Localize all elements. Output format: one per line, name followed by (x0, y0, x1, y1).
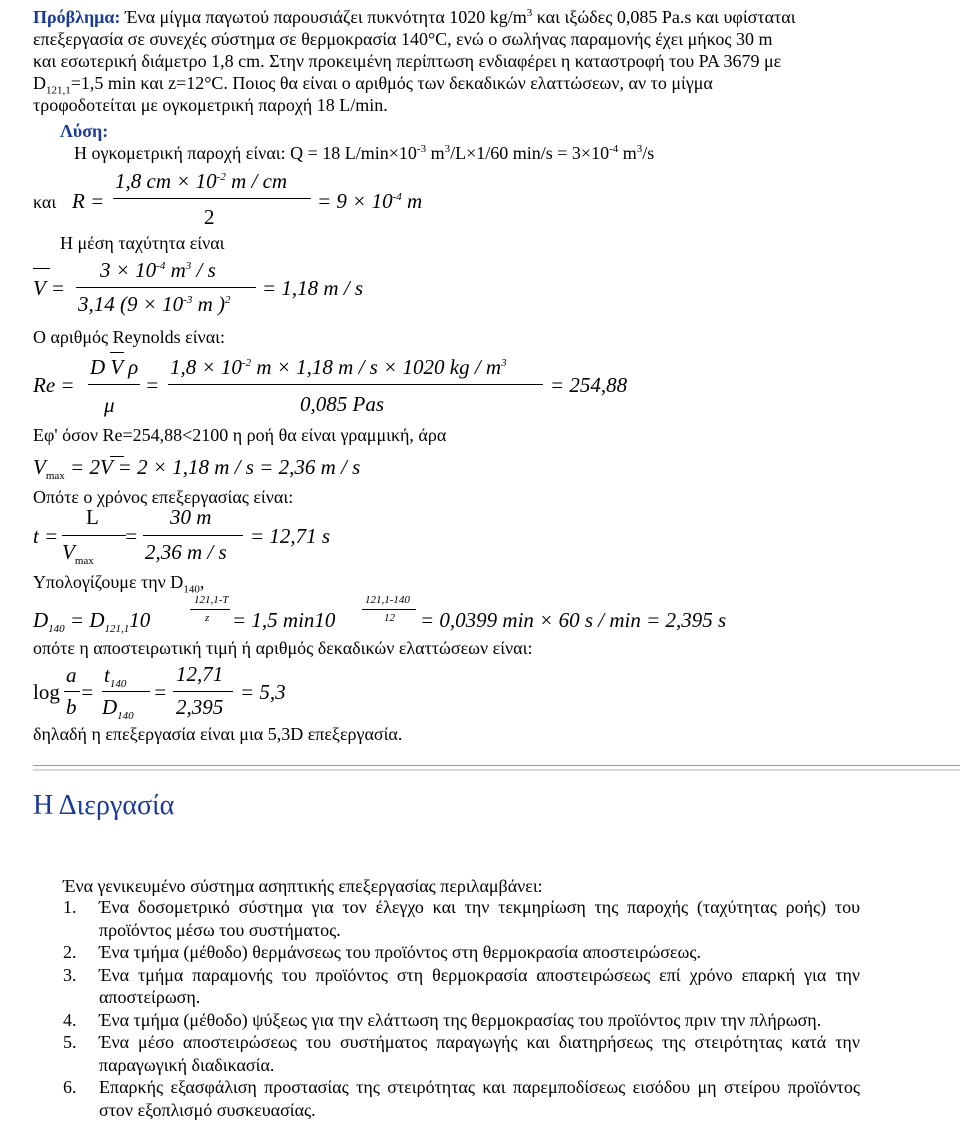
problem-line-5: τροφοδοτείται με ογκομετρική παροχή 18 L/min. (33, 95, 388, 115)
log-eq2: = (153, 680, 168, 704)
d140-exp2-num: 121,1-140 (365, 594, 410, 606)
time-den1: $V_{max}$ (62, 540, 94, 568)
list-item: 5. Ένα μέσο αποστειρώσεως του συστήματος παραγωγής και διατηρήσεως της στειρότητας κατά την παραγωγική διαδικασία. (63, 1032, 860, 1075)
d140-exp2-bar (362, 609, 416, 610)
d140-e: = 0,0399 min × 60 s / min = 2,395 s (420, 608, 727, 632)
mean-velocity-text: Η μέση ταχύτητα είναι (60, 233, 225, 253)
process-list (63, 896, 860, 1121)
list-item: 6. Επαρκής εξασφάλιση προστασίας της στειρότητας και παρεμποδίσεως εισόδου μη στείρου προϊόντος στον εξοπλισμό συσκευασίας. (63, 1077, 860, 1120)
vmax-equation: $V_{max} = 2V = 2 \times 1,18$ m / s = 2,36 m / s (33, 455, 361, 483)
velocity-denominator: 3,14 ($9 \times 10^{-3}$ m )$^2$ (78, 292, 231, 316)
time-fraction-bar-1 (62, 535, 126, 536)
log-fraction-bar-2 (102, 691, 150, 692)
list-item: 3. Ένα τμήμα παραμονής του προϊόντος στη θερμοκρασία αποστειρώσεως επί χρόνο επαρκή για την αποστείρωση. (63, 964, 860, 1007)
reynolds-num2: $1,8 \times 10^{-2}$ m × 1,18 m / s × 1020 kg / $m^3$ (170, 355, 507, 379)
radius-fraction-bar (113, 198, 311, 199)
log-rhs: = 5,3 (240, 680, 286, 704)
time-text: Οπότε ο χρόνος επεξεργασίας είναι: (33, 487, 294, 507)
reynolds-v-overbar (110, 352, 124, 353)
flow-rate-line: Η ογκομετρική παροχή είναι: Q = 18 $L/\min\times 10^{-3}$ $m^3/L\times 1/60$ $\min/s = 3\times 10^{-4}$ $m^3/s$ (74, 143, 655, 163)
velocity-lhs: V = (33, 276, 65, 300)
log-a: a (66, 663, 77, 687)
list-item: 4. Ένα τμήμα (μέθοδο) ψύξεως για την ελάττωση της θερμοκρασίας του προϊόντος πριν την πλήρωση. (63, 1009, 822, 1030)
time-eq: = (124, 524, 139, 548)
conclusion-text: δηλαδή η επεξεργασία είναι μια 5,3D επεξεργασία. (33, 724, 403, 744)
d140-d: = 1,5 min10 (232, 608, 336, 632)
reynolds-rhs: = 254,88 (550, 373, 628, 397)
problem-label: Πρόβλημα: (33, 7, 121, 27)
reynolds-text: Ο αριθμός Reynolds είναι: (33, 327, 225, 347)
radius-rhs: = $9 \times 10^{-4}$ m (317, 189, 423, 213)
log-lhs: log (33, 680, 60, 704)
d140-exp1-bar (190, 609, 230, 610)
velocity-overbar (33, 268, 50, 269)
reynolds-fraction-bar-1 (88, 384, 140, 385)
log-fraction-bar-1 (64, 691, 80, 692)
d140-text: Υπολογίζουμε την $D_{140}$, (33, 572, 205, 596)
solution-label: Λύση: (60, 121, 109, 141)
log-fraction-bar-3 (173, 691, 233, 692)
reynolds-den2: 0,085 Pas (300, 392, 384, 416)
section-title: Η Διεργασία (33, 790, 175, 821)
log-num: 12,71 (176, 662, 224, 686)
d140-a: $D_{140} = D_{121,1}10$ (33, 608, 151, 636)
list-item: 2. Ένα τμήμα (μέθοδο) θερμάνσεως του προϊόντος στη θερμοκρασία αποστειρώσεως. (63, 942, 701, 962)
log-t: $t_{140}$ (104, 663, 127, 691)
log-d: $D_{140}$ (102, 695, 134, 723)
section-intro: Ένα γενικευμένο σύστημα ασηπτικής επεξεργασίας περιλαμβάνει: (63, 876, 543, 896)
reynolds-den1: μ (104, 393, 115, 417)
reynolds-eq: = (145, 373, 160, 397)
time-num1: L (86, 505, 99, 529)
time-rhs: = 12,71 s (250, 524, 331, 548)
radius-kai: και (33, 192, 57, 212)
velocity-fraction-bar (76, 287, 256, 288)
section-divider (33, 765, 960, 771)
radius-numerator: 1,8 cm × $10^{-2}$ m / cm (115, 169, 288, 193)
log-b: b (66, 695, 77, 719)
problem-statement (33, 6, 928, 116)
radius-denominator: 2 (204, 205, 215, 229)
problem-line-4: $D_{121,1}=1,5$ min και z=12°C. Ποιος θα είναι ο αριθμός των δεκαδικών ελαττώσεων, αν το μίγμα (33, 73, 713, 97)
velocity-numerator: $3 \times 10^{-4}$ $m^3$ / s (100, 258, 216, 282)
log-eq1: = (80, 680, 95, 704)
list-item: 1. Ένα δοσομετρικό σύστημα για τον έλεγχο και την τεκμηρίωση της παροχής (ταχύτητας ροής) του προϊόντος μέσω του συστήματος. (63, 897, 860, 940)
log-den: 2,395 (176, 695, 224, 719)
d140-exp1-den: z (205, 612, 210, 624)
laminar-text: Εφ' όσον Re=254,88<2100 η ροή θα είναι γραμμική, άρα (33, 425, 447, 445)
reynolds-fraction-bar-2 (168, 384, 543, 385)
velocity-rhs: = 1,18 m / s (262, 276, 364, 300)
time-num2: 30 m (170, 505, 212, 529)
d140-exp1-num: 121,1-T (194, 594, 229, 606)
time-fraction-bar-2 (143, 535, 243, 536)
reynolds-num1: D V ρ (90, 355, 139, 379)
problem-line-1: Πρόβλημα: Ένα μίγμα παγωτού παρουσιάζει πυκνότητα 1020 $kg/m^3$ και ιξώδες 0,085 Pa.s και υφίσταται (33, 7, 796, 27)
final-text: οπότε η αποστειρωτική τιμή ή αριθμός δεκαδικών ελαττώσεων είναι: (33, 638, 533, 658)
radius-lhs: R = (72, 189, 105, 213)
problem-line-3: και εσωτερική διάμετρο 1,8 cm. Στην προκειμένη περίπτωση ενδιαφέρει η καταστροφή του PA 3679 με (33, 51, 782, 71)
problem-line-2: επεξεργασία σε συνεχές σύστημα σε θερμοκρασία 140°C, ενώ ο σωλήνας παραμονής έχει μήκος 30 m (33, 29, 773, 49)
d140-exp2-den: 12 (384, 612, 395, 624)
reynolds-lhs: Re = (33, 373, 75, 397)
time-lhs: t = (33, 524, 59, 548)
time-den2: 2,36 m / s (145, 540, 227, 564)
